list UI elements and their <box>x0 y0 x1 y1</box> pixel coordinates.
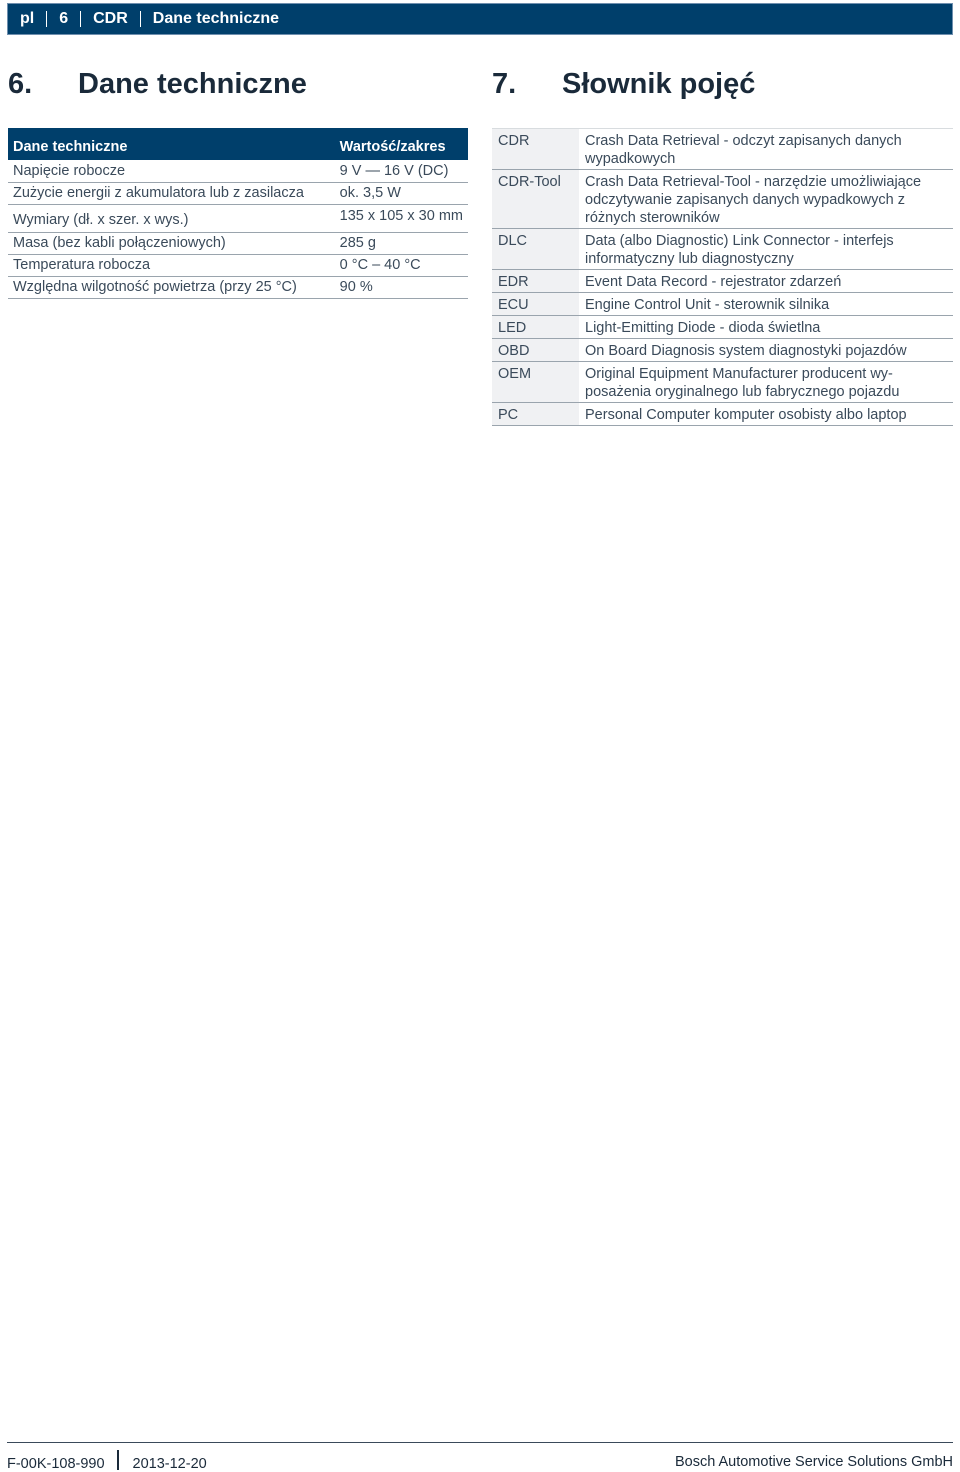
tech-data-table <box>8 128 468 299</box>
spec-value: 285 g <box>334 232 468 254</box>
glossary-row <box>492 403 953 426</box>
table-row <box>8 160 468 182</box>
glossary-definition: Data (albo Diagnostic) Link Connector - interfejs informatyczny lub diagnostyczny <box>579 229 953 270</box>
column-header-value: Wartość/zakres <box>334 128 468 160</box>
header-separator <box>140 11 141 27</box>
spec-label: Zużycie energii z akumulatora lub z zasilacza <box>8 182 334 204</box>
page-header <box>7 3 953 35</box>
glossary-term: OEM <box>492 362 579 403</box>
header-separator <box>46 11 47 27</box>
footer-date: 2013-12-20 <box>132 1456 207 1472</box>
glossary-definition: Original Equipment Manufacturer producent wy-posażenia oryginalnego lub fabrycznego pojazdu <box>579 362 953 403</box>
glossary-row <box>492 293 953 316</box>
table-row <box>8 204 468 232</box>
glossary-row <box>492 229 953 270</box>
glossary-table <box>492 128 953 426</box>
table-row <box>8 276 468 298</box>
page-footer <box>7 1452 953 1472</box>
table-row <box>8 182 468 204</box>
glossary-term: CDR <box>492 129 579 170</box>
footer-company: Bosch Automotive Service Solutions GmbH <box>674 1454 953 1470</box>
section-number: 6. <box>8 68 33 100</box>
glossary-row <box>492 316 953 339</box>
glossary-term: CDR-Tool <box>492 170 579 229</box>
glossary-term: EDR <box>492 270 579 293</box>
table-row <box>8 232 468 254</box>
spec-value: 90 % <box>334 276 468 298</box>
spec-label: Temperatura robocza <box>8 254 334 276</box>
glossary-row <box>492 170 953 229</box>
section-6-title <box>8 68 307 101</box>
section-title-text: Słownik pojęć <box>562 68 756 100</box>
spec-label: Względna wilgotność powietrza (przy 25 °C) <box>8 276 334 298</box>
glossary-term: DLC <box>492 229 579 270</box>
spec-value: 0 °C – 40 °C <box>334 254 468 276</box>
glossary-definition: Crash Data Retrieval-Tool - narzędzie umożliwiające odczytywanie zapisanych danych wypadkowych z różnych sterowników <box>579 170 953 229</box>
header-page-number: 6 <box>59 10 69 27</box>
header-separator <box>80 11 81 27</box>
glossary-term: PC <box>492 403 579 426</box>
spec-value: 9 V — 16 V (DC) <box>334 160 468 182</box>
spec-label: Masa (bez kabli połączeniowych) <box>8 232 334 254</box>
header-product: CDR <box>93 10 128 27</box>
footer-separator <box>117 1450 119 1470</box>
table-row <box>8 254 468 276</box>
glossary-definition: On Board Diagnosis system diagnostyki pojazdów <box>579 339 953 362</box>
spec-value: ok. 3,5 W <box>334 182 468 204</box>
glossary-term: ECU <box>492 293 579 316</box>
glossary-row <box>492 270 953 293</box>
section-number: 7. <box>492 68 517 100</box>
section-7-title <box>492 68 755 101</box>
table-header-row <box>8 128 468 160</box>
glossary-definition: Event Data Record - rejestrator zdarzeń <box>579 270 953 293</box>
header-section: Dane techniczne <box>152 10 280 27</box>
spec-label: Wymiary (dł. x szer. x wys.) <box>8 204 334 232</box>
glossary-definition: Personal Computer komputer osobisty albo laptop <box>579 403 953 426</box>
header-lang: pl <box>20 10 35 27</box>
footer-doc-id: F-00K-108-990 <box>7 1456 105 1472</box>
glossary-definition: Light-Emitting Diode - dioda świetlna <box>579 316 953 339</box>
glossary-definition: Engine Control Unit - sterownik silnika <box>579 293 953 316</box>
footer-divider <box>7 1442 953 1443</box>
column-header-spec: Dane techniczne <box>8 128 334 160</box>
glossary-row <box>492 339 953 362</box>
glossary-row <box>492 129 953 170</box>
glossary-term: OBD <box>492 339 579 362</box>
footer-left <box>7 1454 207 1472</box>
spec-label: Napięcie robocze <box>8 160 334 182</box>
glossary-definition: Crash Data Retrieval - odczyt zapisanych danych wypadkowych <box>579 129 953 170</box>
glossary-term: LED <box>492 316 579 339</box>
glossary-row <box>492 362 953 403</box>
section-title-text: Dane techniczne <box>78 68 307 100</box>
spec-value: 135 x 105 x 30 mm <box>334 204 468 232</box>
